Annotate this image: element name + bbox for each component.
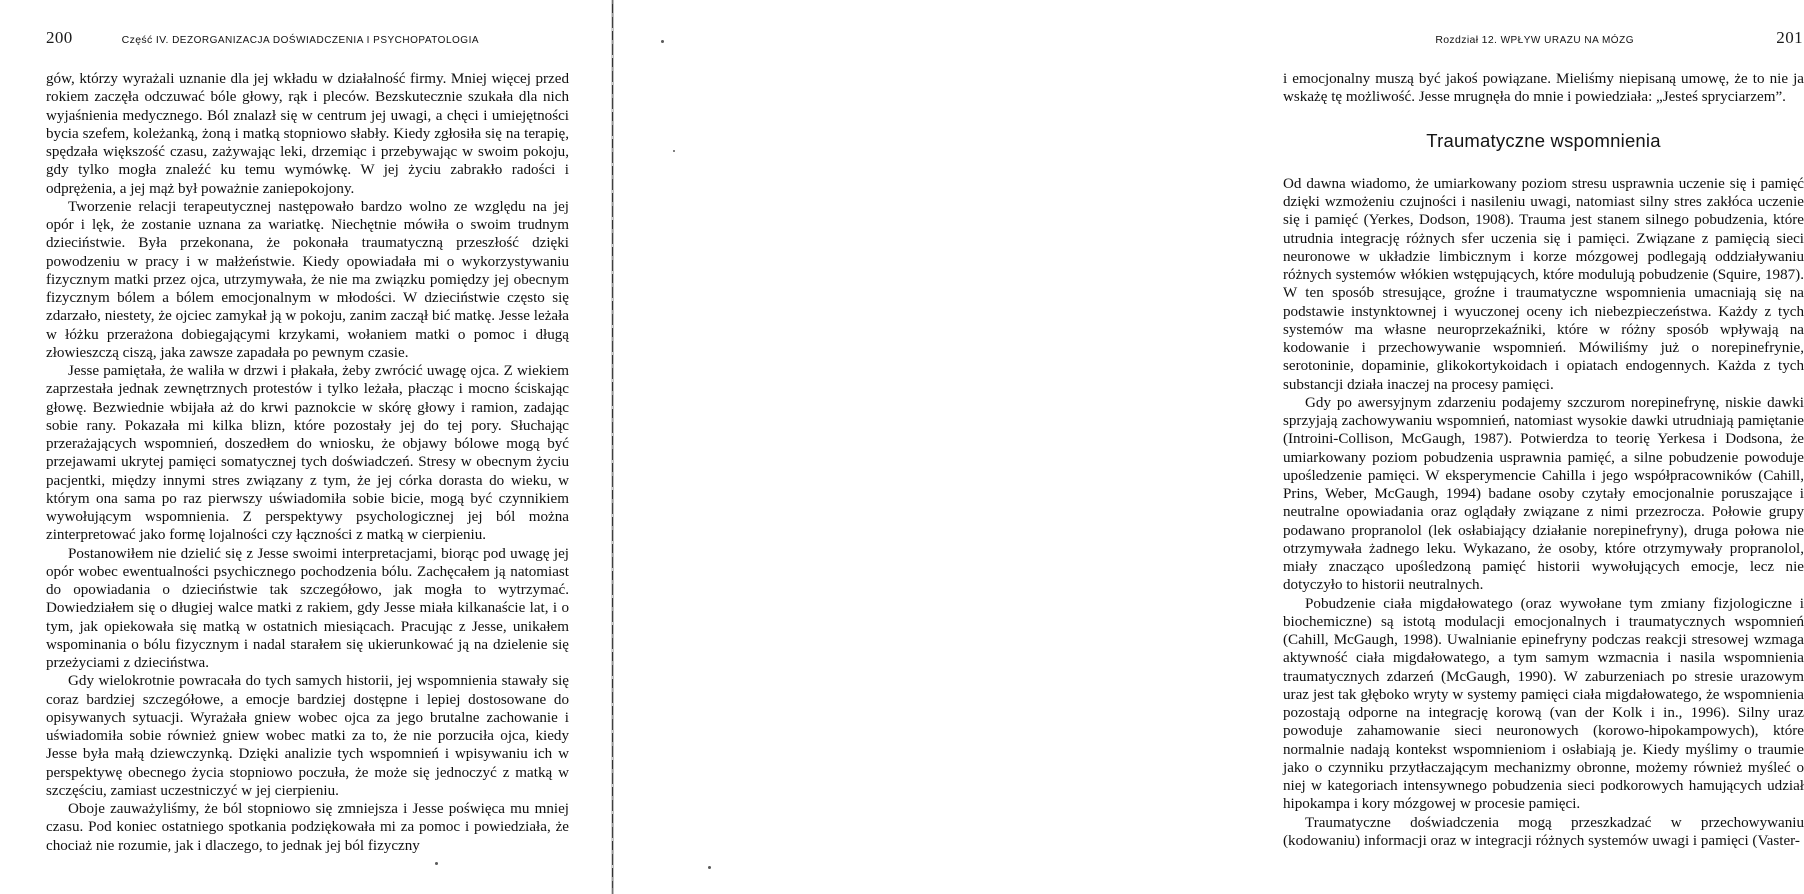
paragraph: Pobudzenie ciała migdałowatego (oraz wywołane tym zmiany fizjologiczne i biochemiczne) są istotą modulacji emocjonalnych i traumatycznych wspomnień (Cahill, McGaugh, 1998). Uwalnianie epinefryny podczas reakcji stresowej wzmaga aktywność ciała migdałowatego, a tym samym wzmacnia i nasila wspomnienia traumatycznych zdarzeń (McGaugh, 1990). W zaburzeniach po stresie urazowym uraz jest tak głęboko wryty w systemy pamięci ciała migdałowatego, że wspomnienia pozostają odporne na integrację korową (van der Kolk i in., 1996). Silny uraz powoduje zahamowanie sieci neuronowych (korowo-hipokampowych), które normalnie nadają kontekst wspomnieniom i osłabiają je. Kiedy myślimy o traumie jako o czynniku przytłaczającym mechanizmy obronne, możemy również myśleć o niej w kategoriach intensywnego pobudzenia sieci podkorowych hamujących udział hipokampa i kory mózgowej w procesie pamięci. <box>1283 595 1804 813</box>
paragraph: i emocjonalny muszą być jakoś powiązane. Mieliśmy niepisaną umowę, że to nie ja wskażę tę możliwość. Jesse mrugnęła do mnie i powiedziała: „Jesteś spryciarzem”. <box>1283 71 1804 106</box>
paragraph: Traumatyczne doświadczenia mogą przeszkadzać w przechowywaniu (kodowaniu) informacji oraz w integracji różnych systemów uwagi i pamięci (Vaster- <box>1283 814 1804 849</box>
scan-speck <box>435 862 438 865</box>
paragraph: Tworzenie relacji terapeutycznej następowało bardzo wolno ze względu na jej opór i lęk, że zostanie uznana za wariatkę. Niechętnie mówiła o swoim trudnym dzieciństwie. Była przekonana, że pokonała traumatyczną przeszłość dzięki powodzeniu w pracy i w małżeństwie. Kiedy opowiadała mi o wykorzystywaniu fizycznym matki przez ojca, utrzymywała, że nie ma związku pomiędzy jej obecnym fizycznym bólem a bólem emocjonalnym w młodości. W dzieciństwie często się zdarzało, niestety, że ojciec zamykał ją w pokoju, zanim zaczął bić matkę. Jesse leżała w łóżku przerażona dobiegającymi krzykami, wołaniem matki o pomoc i długą złowieszczą ciszą, jaka zawsze zapadała po pewnym czasie. <box>46 198 569 361</box>
scan-speck <box>661 40 664 43</box>
paragraph: Postanowiłem nie dzielić się z Jesse swoimi interpretacjami, biorąc pod uwagę jej opór wobec ewentualności psychicznego pochodzenia bólu. Zachęcałem ją natomiast do opowiadania o dzieciństwie tak szczegółowo, jak mogła to wytrzymać. Dowiedziałem się o długiej walce matki z rakiem, gdy Jesse miała kilkanaście lat, i o tym, jak opiekowała się matką w ostatnich miesiącach. Pracując z Jesse, unikałem wspominania o bólu fizycznym i nadal starałem się ukierunkować ją na dzielenie się przeżyciami z dzieciństwa. <box>46 545 569 671</box>
scan-speck <box>673 150 675 152</box>
right-running-head-part: Rozdział 12. <box>1435 34 1498 46</box>
left-running-title <box>73 34 568 46</box>
section-heading: Traumatyczne wspomnienia <box>1426 129 1661 151</box>
paragraph: Jesse pamiętała, że waliła w drzwi i płakała, żeby zwrócić uwagę ojca. Z wiekiem zaprzestała jednak zewnętrznych protestów i tylko leżała, płacząc i mocno ściskając głowę. Bezwiednie wbijała aż do krwi paznokcie w skórę głowy i ramion, zadając sobie rany. Pokazała mi kilka blizn, które pozostały jej do tej pory. Słuchając przerażających wspomnień, doszedłem do wniosku, że objawy bólowe mogą być przejawami ukrytej pamięci somatycznej tych doświadczeń. Stresy w obecnym życiu pacjentki, między innymi stres związany z tym, że jej córka dorasta do wieku, w którym ona sama po raz pierwszy uświadomiła sobie bicie, mogą być czynnikiem wywołującym wspomnienia. Z perspektywy psychologicznej jej ból można zinterpretować jako formę lojalności czy łączności z matką w cierpieniu. <box>46 363 569 544</box>
left-page <box>0 0 613 894</box>
right-text-column <box>1283 70 1804 850</box>
right-running-head-title: WPŁYW URAZU NA MÓZG <box>1500 35 1634 46</box>
paragraph: gów, którzy wyrażali uznanie dla jej wkładu w działalność firmy. Mniej więcej przed rokiem zaczęła odczuwać bóle głowy, rąk i pleców. Bezskutecznie szukała dla nich wyjaśnienia medycznego. Ból znalazł się w centrum jej uwagi, a chęci i umiejętności bycia szefem, koleżanką, żoną i matką stopniowo słabły. Kiedy zgłosiła się na terapię, spędzała większość czasu, zażywając leki, drzemiąc i przebywając w swoim pokoju, gdy tylko mogła znaleźć ku temu wymówkę. W jej życiu zabrakło radości i odprężenia, a jej mąż był poważnie zaniepokojony. <box>46 71 569 197</box>
left-running-head <box>46 28 568 47</box>
right-running-head <box>1283 28 1803 47</box>
left-running-head-title: DEZORGANIZACJA DOŚWIADCZENIA I PSYCHOPATOLOGIA <box>172 35 480 46</box>
left-running-head-part: Część IV. <box>121 34 169 46</box>
book-gutter <box>611 0 614 894</box>
right-page-number: 201 <box>1776 28 1803 47</box>
paragraph: Od dawna wiadomo, że umiarkowany poziom stresu usprawnia uczenie się i pamięć dzięki wzmożeniu czujności i nasileniu uwagi, natomiast silny stres zakłóca uczenie się i pamięć (Yerkes, Dodson, 1908). Trauma jest stanem silnego pobudzenia, które utrudnia integrację różnych sfer uczenia się i pamięci. Związane z pamięcią sieci neuronowe w układzie limbicznym i korze mózgowej podlegają oddziaływaniu różnych systemów włókien wstępujących, które modulują pobudzenie (Squire, 1987). W ten sposób stresujące, groźne i traumatyczne wspomnienia umacniają się na podstawie instynktownej i wyuczonej oceny ich niebezpieczeństwa. Każdy z tych systemów ma własne neuroprzekaźniki, które w różny sposób wpływają na kodowanie i przechowywanie wspomnień. Mówiliśmy już o norepinefrynie, serotoninie, dopaminie, glikokortykoidach i opiatach endogennych. Każda z tych substancji działa inaczej na procesy pamięci. <box>1283 175 1804 393</box>
left-text-column <box>46 70 569 855</box>
paragraph: Gdy wielokrotnie powracała do tych samych historii, jej wspomnienia stawały się coraz bardziej szczegółowe, a emocje bardziej dostępne i lepiej dostosowane do opisywanych sytuacji. Wyrażała gniew wobec ojca za jego brutalne zachowanie i uświadomiła sobie również gniew wobec matki za to, że nie porzuciła ojca, kiedy Jesse była małą dziewczynką. Dzięki analizie tych wspomnień i wpisywaniu ich w perspektywę obecnego życia stopniowo poczuła, że może się jednoczyć z matką w szczęściu, zamiast uczestniczyć w jej cierpieniu. <box>46 673 569 799</box>
paragraph: Oboje zauważyliśmy, że ból stopniowo się zmniejsza i Jesse poświęca mu mniej czasu. Pod koniec ostatniego spotkania podziękowała mi za pomoc i powiedziała, że chociaż nie rozumie, jak i dlaczego, to jednak jej ból fizyczny <box>46 801 569 854</box>
right-running-title <box>1283 34 1776 46</box>
scan-speck <box>708 866 711 869</box>
right-page <box>613 0 1804 894</box>
left-page-number: 200 <box>46 28 73 47</box>
paragraph: Gdy po awersyjnym zdarzeniu podajemy szczurom norepinefrynę, niskie dawki sprzyjają zachowywaniu wspomnień, natomiast wysokie dawki utrudniają pamiętanie (Introini-Collison, McGaugh, 1987). Potwierdza to teorię Yerkesa i Dodsona, że umiarkowany poziom pobudzenia usprawnia pamięć, a silne pobudzenie powoduje upośledzenie pamięci. W eksperymencie Cahilla i jego współpracowników (Cahill, Prins, Weber, McGaugh, 1994) badane osoby czytały emocjonalnie poruszające i neutralne opowiadania oraz oglądały związane z nimi przezrocza. Połowie grupy podawano propranolol (lek osłabiający działanie norepinefryny), druga połowa nie otrzymywała żadnego leku. Wykazano, że osoby, które otrzymywały propranolol, miały znacząco upośledzoną pamięć historii wywołujących emocje, lecz nie dotyczyło to historii neutralnych. <box>1283 394 1804 594</box>
